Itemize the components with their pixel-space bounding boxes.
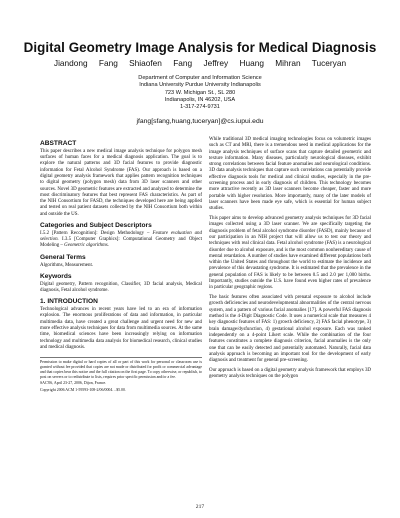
page-number: 217 (195, 504, 205, 510)
copyright-line: SAC'06, April 23-27, 2006, Dijon, France. (40, 381, 107, 386)
copyright-notice (40, 357, 202, 392)
paper-title: Digital Geometry Image Analysis for Medical Diagnosis (23, 40, 377, 55)
affiliation-line: 723 W. Michigan St., SL 280 (164, 89, 236, 96)
affiliation-line: Indianapolis, IN 46202, USA (164, 96, 236, 103)
abstract-heading: ABSTRACT (40, 140, 77, 147)
author-list (0, 58, 400, 68)
author-name: Shiaofen Fang (129, 58, 193, 68)
affiliation-line: 1-317-274-9731 (180, 104, 220, 111)
affiliation-block (0, 75, 400, 111)
body-paragraph: While traditional 3D medical imaging technologies focus on volumetric images such as CT and MRI, there is a tremendous need in medical applications for the image analysis techniques of surface scans that capture detailed geometric and texture information. Many diseases, particularly neurological diseases, exhibit strong correlations between facial feature anomalies and neurological conditions. 3D data analysis techniques that capture such correlations can potentially provide effective diagnosis tools for medical and clinical studies, especially in the pre-screening process and in early diagnosis of children. This technology becomes more attractive recently as 3D laser scanners become cheaper, faster and more portable with higher resolution. More importantly, many of the later models of laser scanners have been made eye safe, which is essential for human subject studies. (209, 137, 371, 212)
affiliation-line: Department of Computer and Information Science (138, 75, 262, 81)
author-name: Jeffrey Huang (203, 58, 264, 68)
author-email: jfang[sfang,huang,tuceryan]@cs.iupui.edu (136, 118, 264, 125)
left-column (40, 137, 202, 394)
body-paragraph: This paper aims to develop advanced geometry analysis techniques for 3D facial images collected using a 3D laser scanner. We are specifically targeting the diagnosis problem of fetal alcohol syndrome disorder (FASD), mainly because of our participation in an NIH project that will allow us to test our theory and techniques with real clinical data. Fetal alcohol syndrome (FAS) is a neurological disorder due to alcohol exposure, and is the most common nonhereditary cause of mental retardation. A number of studies have examined different populations both within the United States and throughout the world to estimate the incidence and prevalence of this devastating syndrome. It is estimated that the prevalence in the general population of FAS is likely to be between 0.5 and 2.0 per 1,000 births. Importantly, studies outside the U.S. have found even higher rates of prevalence in particular geographic regions. (209, 216, 371, 291)
terms-heading: General Terms (40, 253, 86, 261)
keywords-text: Digital geometry, Pattern recognition, Classifier, 3D facial analysis, Medical diagnosis, Fetal alcohol syndrome. (40, 281, 202, 293)
categories-part: I.5.2 [Pattern Recognition]: Design Methodology – (40, 230, 153, 236)
categories-part-italic: Feature evaluation and selection. (40, 230, 202, 243)
affiliation-line: Indiana University Purdue University Indianapolis (139, 82, 261, 89)
abstract-text: This paper describes a new medical image analysis technique for polygon mesh surfaces of human faces for a medical diagnosis application. The goal is to explore the natural patterns and 3D facial features to provide diagnostic information for Fetal Alcohol Syndrome (FAS). Our approach is based on a digital geometry analysis framework that applies pattern recognition techniques to digital geometry (polygon mesh) data from 3D laser scanners and other sources. Novel 3D geometric features are extracted and analyzed to determine the most discriminatory features that best represent FAS characteristics. As part of the NIH Consortium for FASD, the techniques developed here are being applied and tested on real patient datasets collected by the NIH Consortium both within and outside the US. (40, 148, 202, 217)
introduction-heading: 1. INTRODUCTION (40, 298, 98, 306)
categories-text (40, 231, 202, 250)
body-paragraph: Our approach is based on a digital geometry analysis framework that employs 3D geometry analysis techniques on the polygon (209, 367, 371, 380)
copyright-line: Copyright 2006 ACM 1-59593-108-2/06/0004…$5.00. (40, 387, 126, 392)
categories-heading: Categories and Subject Descriptors (40, 222, 152, 230)
categories-part: I.3.5 [Computer Graphics]: Computational Geometry and Object Modeling – (40, 237, 202, 249)
author-name: Mihran Tuceryan (275, 58, 347, 68)
right-column (209, 137, 371, 384)
categories-part-italic: Geometric algorithms. (64, 243, 109, 249)
keywords-heading: Keywords (40, 272, 72, 280)
body-paragraph: The basic features often associated with prenatal exposure to alcohol include growth deficiencies and neurodevelopmental abnormalities of the central nervous system, and a pattern of various facial anomalies [17]. A powerful FAS diagnosis method is the 4-Digit Diagnostic Code. It uses a numerical scale that measures 4 key diagnostic features of FAS: 1) growth deficiency, 2) FAS facial phenotype, 3) brain damage/dysfunction, 4) gestational alcohol exposure. Each was ranked independently on a 4-point Likert scale. While the combination of the four features constitutes a complete diagnosis criterion, facial anomalies is the only one that can be easily detected and potentially automated. Naturally, facial data analysis approach is becoming an important tool for the development of early diagnosis and treatment for general pre-screening. (209, 295, 371, 364)
terms-text: Algorithms, Measurement. (40, 262, 94, 268)
author-name: Jiandong Fang (53, 58, 118, 68)
copyright-line: Permission to make digital or hard copies of all or part of this work for personal or classroom use is granted without fee provided that copies are not made or distributed for profit or commercial advantage and that copies bear this notice and the full citation on the first page. To copy otherwise, or republish, to post on servers or to redistribute to lists, requires prior specific permission and/or a fee. (40, 360, 202, 379)
introduction-text: Technological advances in recent years have led to an era of information explosion. The enormous proliferations of data and information, in particular multimedia data, have created a great challenge and urgent need for new and more effective analysis techniques for data from multimedia sources. At the same time, biomedical sciences have been increasingly relying on information technology and multimedia data analysis for biomedical research, clinical studies and medical diagnosis. (40, 307, 202, 350)
